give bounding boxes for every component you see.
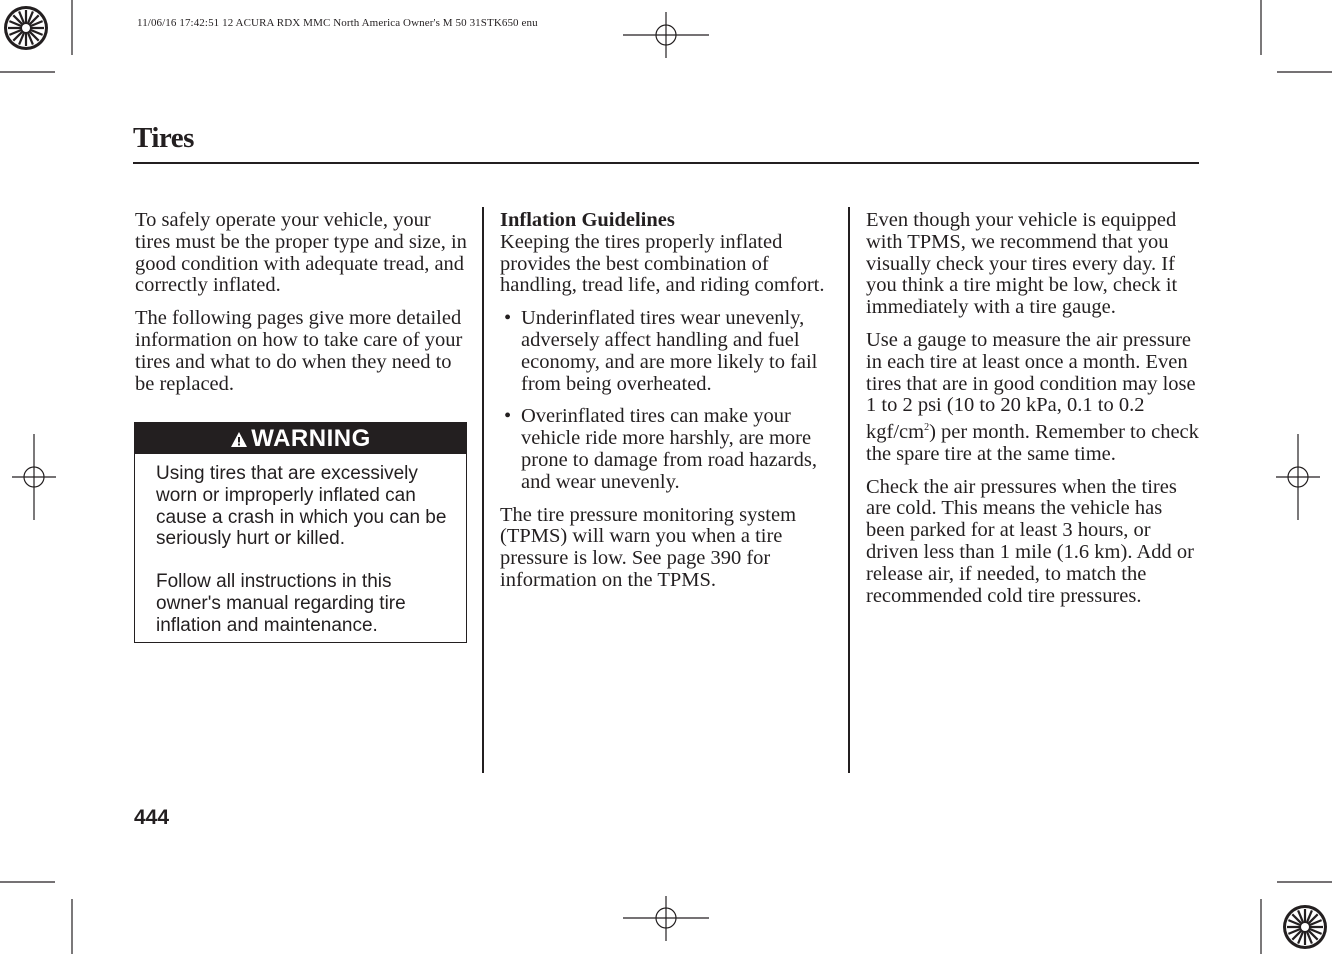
column-divider — [848, 207, 850, 773]
list-item-text: Underinflated tires wear unevenly, adversely affect handling and fuel economy, and are more likely to fail from being overheated. — [521, 307, 818, 395]
list-item-text: Overinflated tires can make your vehicle ride more harshly, are more prone to damage from road hazards, and wear unevenly. — [521, 405, 817, 493]
body-text: ) per month. Remember to check the spare tire at the same time. — [866, 421, 1199, 465]
body-paragraph: The tire pressure monitoring system (TPMS) will warn you when a tire pressure is low. See page 390 for information on the TPMS. — [500, 503, 797, 591]
intro-paragraph: The following pages give more detailed information on how to take care of your tires and what to do when they need to be replaced. — [135, 307, 463, 395]
warning-triangle-icon — [230, 431, 248, 448]
title-rule — [133, 162, 1199, 164]
warning-header — [135, 423, 466, 454]
column-3 — [866, 210, 1202, 618]
page-title: Tires — [133, 122, 194, 154]
list-item — [500, 406, 834, 493]
bullet-icon: • — [504, 307, 512, 330]
bullet-icon: • — [504, 405, 512, 428]
warning-text: Using tires that are excessively worn or improperly inflated can cause a crash in which you can be seriously hurt or killed. — [156, 463, 447, 550]
body-text: Use a gauge to measure the air pressure in each tire at least once a month. Even tires that are in good condition may lose 1 to 2 psi (10 to 20 kPa, 0.1 to 0.2 kgf/cm — [866, 328, 1196, 443]
warning-text: Follow all instructions in this owner's manual regarding tire inflation and maintenance. — [156, 571, 406, 636]
superscript: 2 — [924, 422, 930, 434]
body-paragraph: Check the air pressures when the tires are cold. This means the vehicle has been parked for at least 3 hours, or driven less than 1 mile (1.6 km). Add or release air, if needed, to match the recommended cold tire pressures. — [866, 475, 1194, 607]
column-1 — [135, 210, 471, 406]
list-item — [500, 308, 834, 395]
column-2 — [500, 210, 834, 603]
bullet-list — [500, 308, 834, 493]
body-paragraph — [866, 330, 1202, 466]
warning-box — [134, 422, 467, 643]
body-paragraph: Keeping the tires properly inflated provides the best combination of handling, tread life, and riding comfort. — [500, 230, 825, 297]
print-job-info: 11/06/16 17:42:51 12 ACURA RDX MMC North America Owner's M 50 31STK650 enu — [137, 17, 538, 29]
column-divider — [482, 207, 484, 773]
intro-paragraph: To safely operate your vehicle, your tires must be the proper type and size, in good condition with adequate tread, and correctly inflated. — [135, 209, 467, 297]
page-number: 444 — [134, 806, 170, 829]
warning-body — [135, 454, 466, 637]
body-paragraph: Even though your vehicle is equipped with TPMS, we recommend that you visually check your tires every day. If you think a tire might be low, check it immediately with a tire gauge. — [866, 209, 1178, 319]
section-heading: Inflation Guidelines — [500, 209, 675, 231]
warning-label: WARNING — [251, 425, 371, 452]
